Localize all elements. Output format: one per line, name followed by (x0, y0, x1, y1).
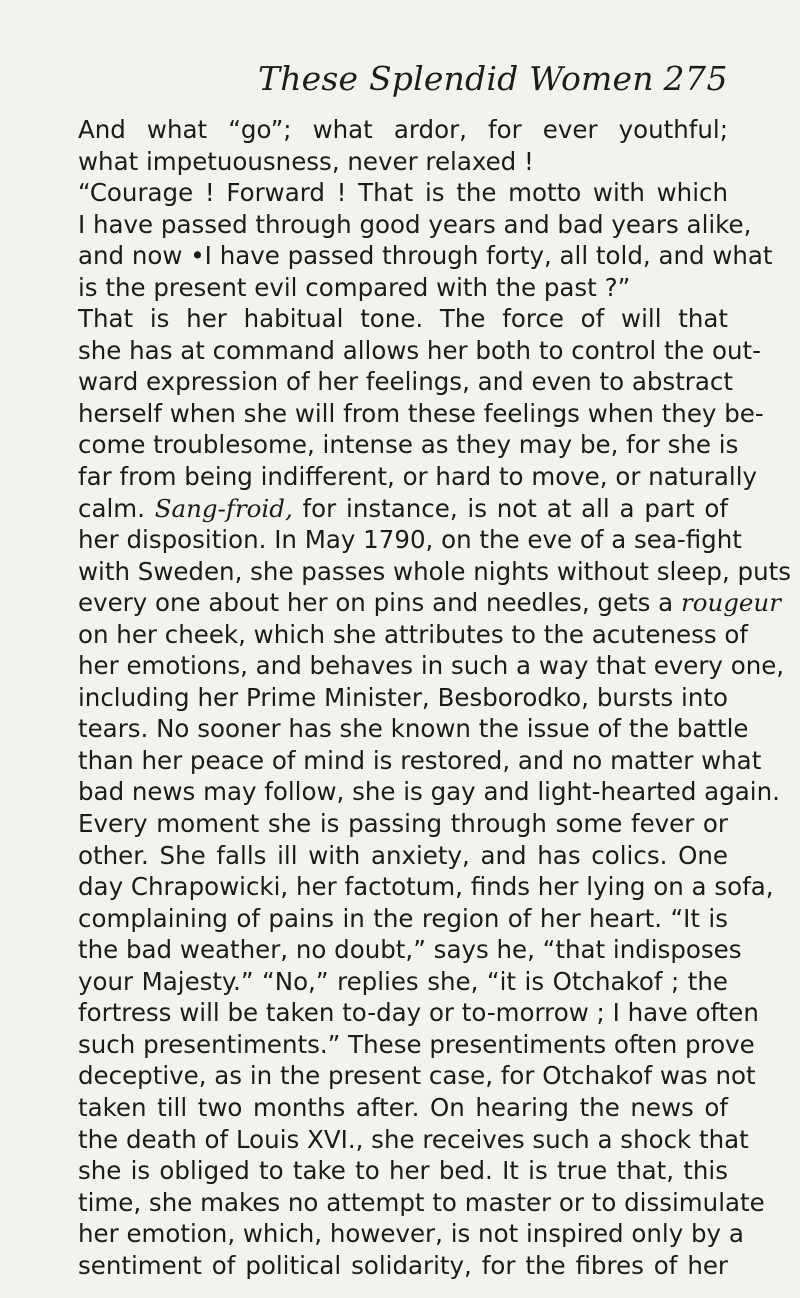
text-line: the death of Louis XVI., she receives such a shock that (78, 1124, 749, 1154)
text-line: bad news may follow, she is gay and light-hearted again. (78, 777, 780, 807)
text-line: day Chrapowicki, her factotum, finds her lying on a sofa, (78, 872, 774, 902)
text-line (78, 493, 728, 525)
body-text (78, 114, 792, 1281)
text-fragment: every one about her on pins and needles, gets a (78, 588, 674, 618)
text-line: Every moment she is passing through some fever or (78, 809, 728, 839)
text-line (78, 587, 781, 619)
text-line: herself when she will from these feelings when they be- (78, 398, 764, 428)
text-line: with Sweden, she passes whole nights without sleep, puts (78, 556, 792, 586)
text-line: your Majesty.” “No,” replies she, “it is Otchakof ; the (78, 966, 728, 996)
text-line: she has at command allows her both to control the out- (78, 335, 761, 365)
text-line: her disposition. In May 1790, on the eve of a sea-fight (78, 525, 742, 555)
text-line: her emotions, and behaves in such a way that every one, (78, 651, 785, 681)
text-line: on her cheek, which she attributes to the acuteness of (78, 619, 749, 649)
text-line: fortress will be taken to-day or to-morrow ; I have often (78, 998, 759, 1028)
text-line: her emotion, which, however, is not inspired only by a (78, 1219, 744, 1249)
text-line: far from being indifferent, or hard to move, or naturally (78, 462, 758, 492)
text-line: is the present evil compared with the past ?” (78, 272, 631, 302)
italic-phrase: Sang-froid, (154, 493, 293, 523)
text-line: That is her habitual tone. The force of will that (78, 304, 728, 334)
text-line: such presentiments.” These presentiments often prove (78, 1029, 755, 1059)
text-line: including her Prime Minister, Besborodko, bursts into (78, 682, 728, 712)
page-number: 275 (663, 59, 728, 98)
text-line: complaining of pains in the region of her heart. “It is (78, 903, 728, 933)
text-line: And what “go”; what ardor, for ever youthful; (78, 115, 728, 144)
italic-phrase: rougeur (681, 588, 781, 618)
text-line: “Courage ! Forward ! That is the motto with which (78, 178, 728, 208)
text-line: time, she makes no attempt to master or to dissimulate (78, 1187, 765, 1217)
text-line: other. She falls ill with anxiety, and has colics. One (78, 840, 728, 870)
text-line: I have passed through good years and bad years alike, (78, 209, 752, 239)
text-line: what impetuousness, never relaxed ! (78, 146, 534, 176)
text-line: she is obliged to take to her bed. It is true that, this (78, 1156, 728, 1186)
text-line: tears. No sooner has she known the issue of the battle (78, 714, 749, 744)
text-line: sentiment of political solidarity, for the fibres of her (78, 1250, 728, 1280)
text-line: and now •I have passed through forty, all told, and what (78, 241, 773, 271)
text-line: ward expression of her feelings, and even to abstract (78, 367, 733, 397)
text-line: the bad weather, no doubt,” says he, “that indisposes (78, 935, 742, 965)
running-head-title: These Splendid Women (258, 59, 654, 98)
text-line: deceptive, as in the present case, for Otchakof was not (78, 1061, 756, 1091)
text-fragment: for instance, is not at all a part of (302, 493, 729, 523)
text-line: than her peace of mind is restored, and no matter what (78, 745, 762, 775)
text-fragment: calm. (78, 493, 145, 523)
running-head (78, 56, 728, 102)
text-line: come troublesome, intense as they may be, for she is (78, 430, 739, 460)
text-line: taken till two months after. On hearing the news of (78, 1092, 728, 1122)
